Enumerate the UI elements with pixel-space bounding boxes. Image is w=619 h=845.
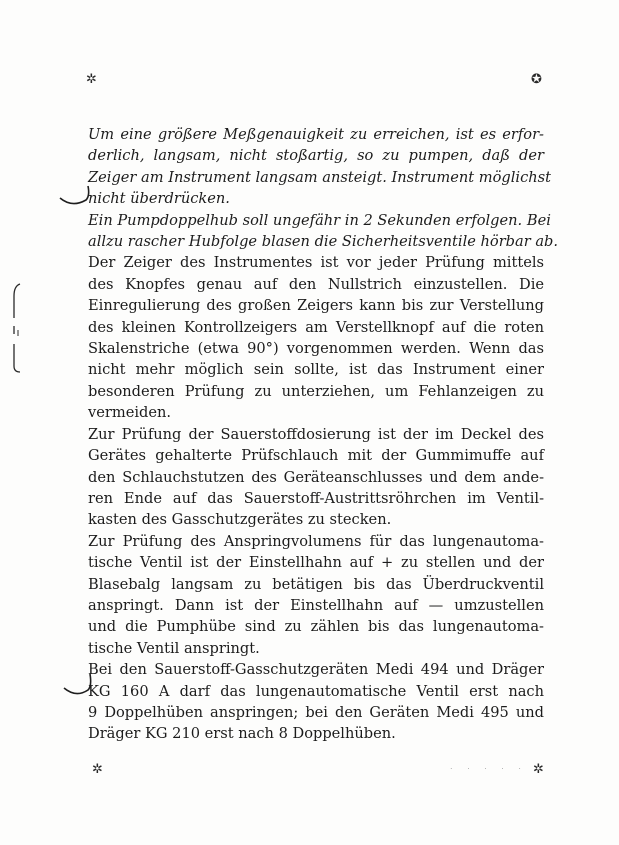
bottom-left-page-mark: ✲ bbox=[92, 762, 103, 777]
text-line: den Schlauchstutzen des Geräteanschlusses und dem ande- bbox=[88, 468, 544, 486]
paragraph-2 bbox=[88, 210, 559, 253]
paragraph-6 bbox=[88, 659, 544, 745]
text-line: Zeiger am Instrument langsam ansteigt. Instrument möglichst bbox=[88, 168, 552, 186]
margin-bracket-annotation bbox=[8, 282, 28, 382]
text-line: des kleinen Kontrollzeigers am Verstellknopf auf die roten bbox=[88, 318, 544, 336]
text-line: nicht mehr möglich sein sollte, ist das Instrument einer bbox=[88, 361, 544, 379]
paragraph-3 bbox=[88, 252, 544, 423]
text-line: Blasebalg langsam zu betätigen bis das Überdruckventil bbox=[88, 575, 544, 593]
text-line: anspringt. Dann ist der Einstellhahn auf — umzustellen bbox=[88, 596, 544, 614]
text-line: des Knopfes genau auf den Nullstrich einzustellen. Die bbox=[88, 275, 544, 293]
text-line: Dräger KG 210 erst nach 8 Doppelhüben. bbox=[88, 725, 396, 743]
text-line: Ein Pumpdoppelhub soll ungefähr in 2 Sekunden erfolgen. Bei bbox=[88, 211, 551, 229]
text-line: Der Zeiger des Instrumentes ist vor jeder Prüfung mittels bbox=[88, 254, 544, 272]
paragraph-1 bbox=[88, 124, 552, 210]
text-line: Zur Prüfung des Anspringvolumens für das lungenautoma- bbox=[88, 532, 544, 550]
text-line: Bei den Sauerstoff-Gasschutzgeräten Medi 494 und Dräger bbox=[88, 661, 544, 679]
text-line: besonderen Prüfung zu unterziehen, um Fehlanzeigen zu bbox=[88, 382, 544, 400]
paragraph-4 bbox=[88, 424, 544, 531]
top-left-page-mark: ✲ bbox=[86, 72, 97, 87]
text-line: kasten des Gasschutzgerätes zu stecken. bbox=[88, 511, 392, 529]
text-line: derlich, langsam, nicht stoßartig, so zu pumpen, daß der bbox=[88, 147, 544, 165]
text-line: 9 Doppelhüben anspringen; bei den Geräten Medi 495 und bbox=[88, 703, 544, 721]
paragraph-5 bbox=[88, 531, 544, 659]
text-line: KG 160 A darf das lungenautomatische Ventil erst nach bbox=[88, 682, 544, 700]
text-line: nicht überdrücken. bbox=[88, 190, 230, 208]
text-line: allzu rascher Hubfolge blasen die Sicherheitsventile hörbar ab. bbox=[88, 233, 559, 251]
text-line: Um eine größere Meßgenauigkeit zu erreichen, ist es erfor- bbox=[88, 126, 544, 143]
body-text bbox=[88, 124, 559, 745]
text-line: vermeiden. bbox=[88, 404, 172, 422]
text-line: Zur Prüfung der Sauerstoffdosierung ist der im Deckel des bbox=[88, 425, 544, 443]
text-line: Einregulierung des großen Zeigers kann bis zur Verstellung bbox=[88, 297, 544, 315]
bottom-faint-dots: . . . . . bbox=[450, 762, 527, 771]
text-line: Gerätes gehalterte Prüfschlauch mit der Gummimuffe auf bbox=[88, 447, 544, 465]
text-line: Skalenstriche (etwa 90°) vorgenommen werden. Wenn das bbox=[88, 340, 544, 358]
text-line: tische Ventil ist der Einstellhahn auf + zu stellen und der bbox=[88, 554, 544, 572]
bottom-right-page-mark: ✲ bbox=[533, 762, 544, 777]
text-line: ren Ende auf das Sauerstoff-Austrittsröhrchen im Ventil- bbox=[88, 489, 544, 507]
top-right-page-mark: ✪ bbox=[531, 72, 542, 87]
text-line: und die Pumphübe sind zu zählen bis das lungenautoma- bbox=[88, 618, 544, 636]
text-line: tische Ventil anspringt. bbox=[88, 639, 260, 657]
